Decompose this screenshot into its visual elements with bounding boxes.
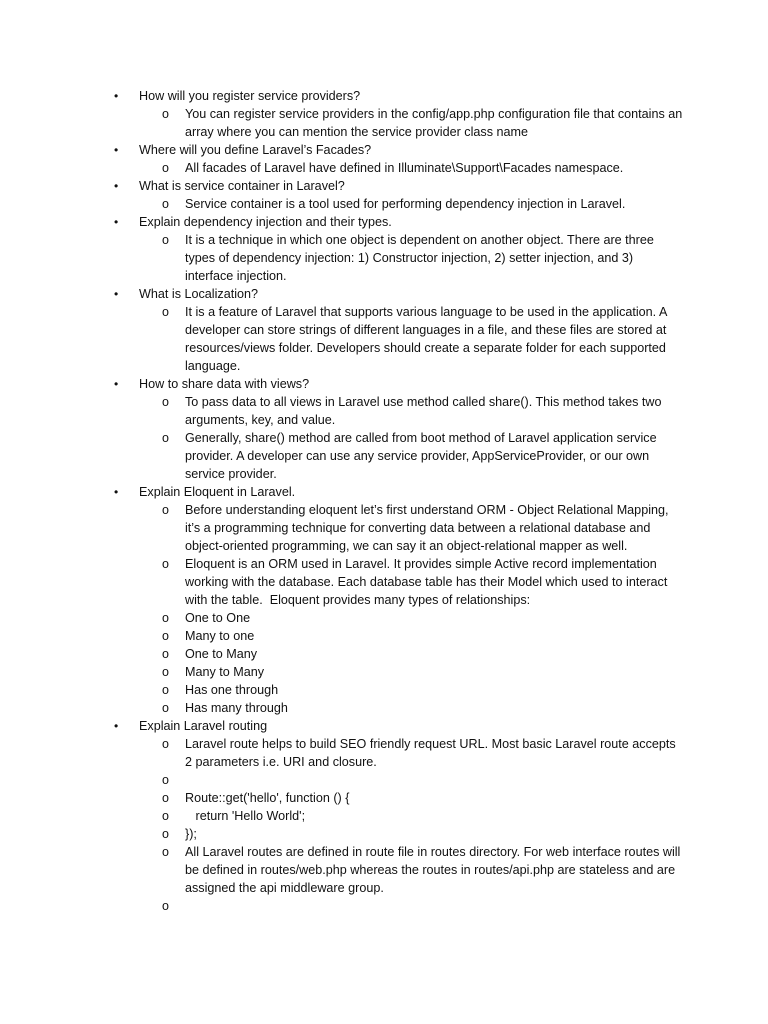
- question-text: How to share data with views?: [139, 377, 310, 391]
- question-text: How will you register service providers?: [139, 89, 361, 103]
- answer-text: Many to one: [185, 629, 255, 643]
- answer-item: [114, 771, 684, 789]
- sub-bullet-icon: o: [162, 431, 169, 445]
- sub-bullet-icon: o: [162, 611, 169, 625]
- answer-item: [114, 303, 684, 375]
- sub-bullet-icon: o: [162, 503, 169, 517]
- question-item: [114, 177, 684, 195]
- answer-item: [114, 807, 684, 825]
- answer-text: Has one through: [185, 683, 279, 697]
- answer-item: [114, 195, 684, 213]
- answer-text: One to Many: [185, 647, 258, 661]
- answer-item: [114, 789, 684, 807]
- answer-text: To pass data to all views in Laravel use method called share(). This method takes two arguments, key, and value.: [185, 395, 665, 427]
- bullet-icon: •: [114, 179, 119, 193]
- sub-bullet-icon: o: [162, 629, 169, 643]
- answer-text: Before understanding eloquent let’s first understand ORM - Object Relational Mapping, it’s a programming technique for converting data between a relational database and object-oriented programming, we can say it an object-relational mapper as well.: [185, 503, 673, 553]
- question-item: [114, 141, 684, 159]
- bullet-icon: •: [114, 89, 119, 103]
- bullet-icon: •: [114, 377, 119, 391]
- question-text: Explain Eloquent in Laravel.: [139, 485, 296, 499]
- answer-text: All Laravel routes are defined in route file in routes directory. For web interface routes will be defined in routes/web.php whereas the routes in routes/api.php are stateless and are assigned the api middleware group.: [185, 845, 684, 895]
- answer-item: [114, 681, 684, 699]
- answer-text: Service container is a tool used for performing dependency injection in Laravel.: [185, 197, 626, 211]
- question-text: Explain dependency injection and their types.: [139, 215, 392, 229]
- bullet-icon: •: [114, 287, 119, 301]
- answer-item: [114, 609, 684, 627]
- answer-text: It is a technique in which one object is dependent on another object. There are three types of dependency injection: 1) Constructor injection, 2) setter injection, and 3) interface injection.: [185, 233, 658, 283]
- sub-bullet-icon: o: [162, 827, 169, 841]
- answer-item: [114, 843, 684, 897]
- answer-item: [114, 429, 684, 483]
- answer-text: It is a feature of Laravel that supports various language to be used in the application. A developer can store strings of different languages in a file, and these files are stored at resources/views folder. Developers should create a separate folder for each supported language.: [185, 305, 671, 373]
- answer-text: [185, 771, 684, 789]
- sub-bullet-icon: o: [162, 647, 169, 661]
- sub-bullet-icon: o: [162, 161, 169, 175]
- answer-item: [114, 699, 684, 717]
- answer-item: [114, 627, 684, 645]
- sub-bullet-icon: o: [162, 737, 169, 751]
- sub-bullet-icon: o: [162, 701, 169, 715]
- answer-text: Generally, share() method are called from boot method of Laravel application service provider. A developer can use any service provider, AppServiceProvider, or our own service provider.: [185, 431, 661, 481]
- question-item: [114, 87, 684, 105]
- answer-item: [114, 105, 684, 141]
- question-text: What is service container in Laravel?: [139, 179, 345, 193]
- sub-bullet-icon: o: [162, 197, 169, 211]
- sub-bullet-icon: o: [162, 845, 169, 859]
- sub-bullet-icon: o: [162, 107, 169, 121]
- answer-text: One to One: [185, 611, 251, 625]
- answer-text: Has many through: [185, 701, 288, 715]
- sub-bullet-icon: o: [162, 557, 169, 571]
- answer-text: All facades of Laravel have defined in Illuminate\Support\Facades namespace.: [185, 161, 624, 175]
- sub-bullet-icon: o: [162, 809, 169, 823]
- sub-bullet-icon: o: [162, 665, 169, 679]
- bullet-icon: •: [114, 485, 119, 499]
- answer-text: Many to Many: [185, 665, 265, 679]
- sub-bullet-icon: o: [162, 395, 169, 409]
- answer-text: });: [185, 827, 197, 841]
- answer-text: You can register service providers in the config/app.php configuration file that contains an array where you can mention the service provider class name: [185, 107, 686, 139]
- sub-bullet-icon: o: [162, 305, 169, 319]
- answer-text: Laravel route helps to build SEO friendly request URL. Most basic Laravel route accepts 2 parameters i.e. URI and closure.: [185, 737, 680, 769]
- answer-item: [114, 663, 684, 681]
- answer-item: [114, 825, 684, 843]
- question-text: Explain Laravel routing: [139, 719, 268, 733]
- sub-bullet-icon: o: [162, 233, 169, 247]
- answer-item: [114, 735, 684, 771]
- answer-item: [114, 555, 684, 609]
- question-text: What is Localization?: [139, 287, 259, 301]
- answer-item: [114, 231, 684, 285]
- answer-text: Eloquent is an ORM used in Laravel. It provides simple Active record implementation working with the database. Each database table has their Model which used to interact with the table. Eloquent provides many types of relationships:: [185, 557, 671, 607]
- answer-text: Route::get('hello', function () {: [185, 791, 350, 805]
- question-item: [114, 375, 684, 393]
- sub-bullet-icon: o: [162, 683, 169, 697]
- bullet-icon: •: [114, 143, 119, 157]
- answer-item: [114, 393, 684, 429]
- question-list: [114, 87, 684, 915]
- answer-item: [114, 159, 684, 177]
- question-item: [114, 285, 684, 303]
- sub-bullet-icon: o: [162, 791, 169, 805]
- answer-text: [185, 897, 684, 915]
- question-text: Where will you define Laravel’s Facades?: [139, 143, 372, 157]
- answer-text: return 'Hello World';: [185, 809, 306, 823]
- answer-item: [114, 897, 684, 915]
- sub-bullet-icon: o: [162, 773, 169, 787]
- question-item: [114, 717, 684, 735]
- sub-bullet-icon: o: [162, 899, 169, 913]
- bullet-icon: •: [114, 719, 119, 733]
- question-item: [114, 213, 684, 231]
- answer-item: [114, 645, 684, 663]
- answer-item: [114, 501, 684, 555]
- question-item: [114, 483, 684, 501]
- bullet-icon: •: [114, 215, 119, 229]
